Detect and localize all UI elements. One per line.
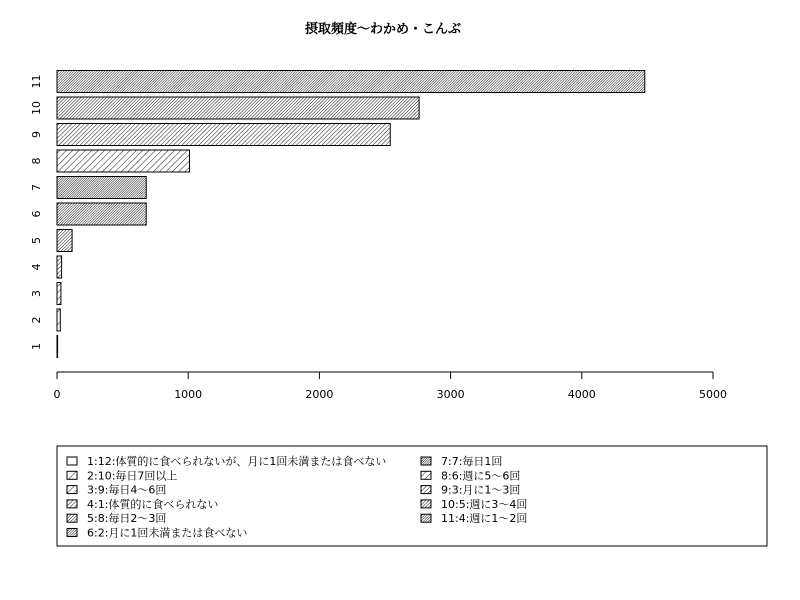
legend-key-3 (67, 486, 77, 494)
y-tick-label-7: 7 (30, 184, 43, 191)
x-tick-label-3000: 3000 (436, 388, 465, 401)
y-tick-label-10: 10 (30, 101, 43, 115)
bar-2 (57, 309, 60, 331)
legend-label-6: 6:2:月に1回未満または食べない (87, 526, 248, 540)
legend-key-9 (421, 486, 431, 494)
bar-6 (57, 203, 146, 225)
legend-label-4: 4:1:体質的に食べられない (87, 497, 219, 511)
y-tick-label-1: 1 (30, 343, 43, 350)
y-tick-label-11: 11 (30, 74, 43, 89)
legend-label-5: 5:8:毎日2～3回 (87, 512, 167, 526)
legend-key-7 (421, 457, 431, 465)
x-tick-label-1000: 1000 (174, 388, 203, 401)
legend-key-1 (67, 457, 77, 465)
y-tick-label-9: 9 (30, 131, 43, 138)
y-tick-label-6: 6 (30, 210, 43, 218)
y-tick-label-4: 4 (30, 263, 43, 271)
y-axis (30, 75, 43, 351)
y-tick-label-2: 2 (30, 316, 43, 324)
bar-10 (57, 97, 419, 119)
legend-label-8: 8:6:週に5～6回 (441, 469, 521, 483)
x-axis (54, 372, 728, 401)
legend-label-9: 9:3:月に1～3回 (441, 483, 521, 497)
bar-5 (57, 230, 72, 252)
bar-3 (57, 283, 61, 305)
legend-label-2: 2:10:毎日7回以上 (87, 469, 178, 483)
legend (57, 446, 767, 546)
y-tick-label-5: 5 (30, 237, 43, 244)
legend-key-11 (421, 514, 431, 522)
legend-label-3: 3:9:毎日4～6回 (87, 483, 167, 497)
legend-label-1: 1:12:体質的に食べられないが、月に1回未満または食べない (87, 455, 387, 468)
y-tick-label-3: 3 (30, 290, 43, 297)
legend-key-8 (421, 471, 431, 479)
legend-key-2 (67, 471, 77, 479)
legend-key-5 (67, 514, 77, 522)
x-tick-label-2000: 2000 (305, 388, 334, 401)
bar-8 (57, 150, 190, 172)
legend-key-4 (67, 500, 77, 508)
x-tick-label-4000: 4000 (567, 388, 596, 401)
x-tick-label-5000: 5000 (699, 388, 727, 401)
y-tick-label-8: 8 (30, 157, 43, 165)
x-tick-label-0: 0 (53, 388, 61, 401)
bar-7 (57, 177, 146, 199)
legend-label-7: 7:7:毎日1回 (441, 455, 503, 468)
bar-1 (57, 336, 58, 358)
legend-label-10: 10:5:週に3～4回 (441, 497, 528, 511)
bar-4 (57, 256, 62, 278)
chart-title: 摂取頻度～わかめ・こんぶ (304, 22, 462, 37)
bar-9 (57, 124, 390, 146)
bars (57, 71, 645, 358)
bar-11 (57, 71, 645, 93)
legend-label-11: 11:4:週に1～2回 (441, 512, 528, 526)
legend-key-6 (67, 529, 77, 537)
legend-key-10 (421, 500, 431, 508)
